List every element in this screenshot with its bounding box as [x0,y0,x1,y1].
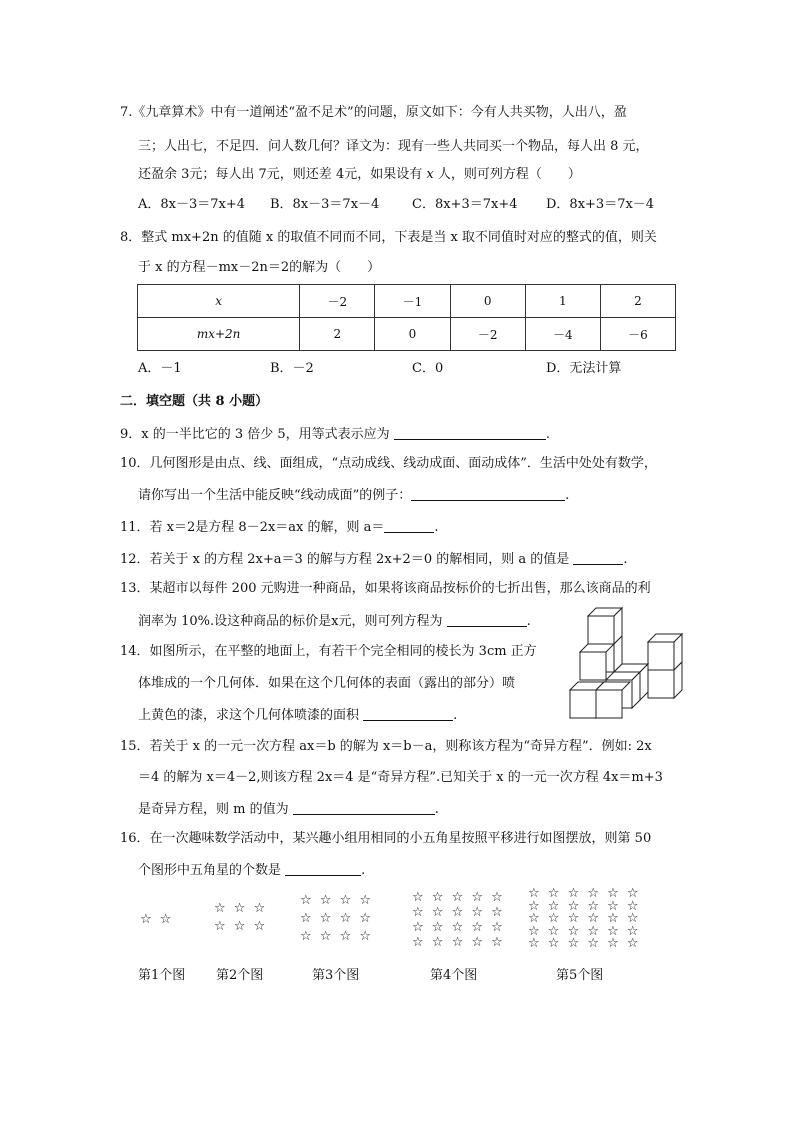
q13-line1: 13．某超市以每件 200 元购进一种商品，如果将该商品按标价的七折出售，那么该商品的利 [120,581,651,596]
q8-option-b: B．－2 [270,361,314,376]
q12-answer-blank [573,550,623,565]
q16-line2: 个图形中五角星的个数是 . [138,863,366,878]
table-cell: －1 [375,285,450,318]
q10-answer-blank [411,486,565,501]
q16-text: 个图形中五角星的个数是 [138,863,282,878]
q7-option-b: B．8x－3＝7x－4 [270,197,380,212]
q14-line1: 14．如图所示，在平整的地面上，有若干个完全相同的棱长为 3cm 正方 [120,644,537,659]
figure-label-2: 第2个图 [216,968,264,983]
star-row: ☆ ☆ ☆ [214,919,268,934]
q12-line: 12．若关于 x 的方程 2x+a＝3 的解与方程 2x+2＝0 的解相同，则 a 的值是 . [120,552,628,567]
q15-answer-blank [293,800,435,815]
q10-text: 请你写出一个生活中能反映“线动成面”的例子： [138,488,412,503]
q11-line: 11．若 x＝2是方程 8－2x＝ax 的解，则 a＝ . [120,520,439,535]
q13-answer-blank [447,612,527,627]
q13-line2: 润率为 10%.设这种商品的标价是x元，则可列方程为 . [138,614,531,629]
table-row [138,318,676,351]
figure-label-4: 第4个图 [430,968,478,983]
q7-var-x: x [426,167,434,182]
table-cell: －6 [600,318,675,351]
q8-option-a: A．－1 [138,361,182,376]
q7-line3-b: 人，则可列方程（ ） [433,167,581,182]
q8-option-d: D．无法计算 [546,361,622,376]
section-heading: 二．填空题（共 8 小题） [120,394,269,409]
star-figure-4 [412,890,505,950]
table-cell: 2 [600,285,675,318]
figure-label-1: 第1个图 [138,968,186,983]
q15-line1: 15．若关于 x 的一元一次方程 ax＝b 的解为 x＝b－a，则称该方程为“奇异方程”．例如: 2x [120,739,652,754]
q7-line1: 7.《九章算术》中有一道阐述“盈不足术”的问题，原文如下：今有人共买物，人出八，盈 [120,105,627,120]
star-row: ☆ ☆ ☆ ☆ ☆ ☆ [528,911,641,926]
q14-answer-blank [363,706,453,721]
table-cell: 0 [450,285,525,318]
q15-line2: ＝4 的解为 x＝4－2,则该方程 2x＝4 是“奇异方程”.已知关于 x 的一元一次方程 4x＝m+3 [138,770,663,785]
table-cell: －2 [300,285,375,318]
star-figure-1 [140,911,173,929]
table-cell: －4 [525,318,600,351]
star-row: ☆ ☆ ☆ [214,901,268,916]
q14-line3: 上黄色的漆，求这个几何体喷漆的面积 . [138,708,458,723]
q8-option-c: C．0 [412,361,444,376]
q11-answer-blank [384,518,434,533]
q7-line3-a: 还盈余 3元；每人出 7元，则还差 4元，如果设有 [138,167,427,182]
q9-text: 9．x 的一半比它的 3 倍少 5，用等式表示应为 [120,427,390,442]
star-row: ☆ ☆ ☆ ☆ ☆ [412,935,505,950]
table-cell: 0 [375,318,450,351]
star-row: ☆ ☆ [140,912,174,927]
q10-line2: 请你写出一个生活中能反映“线动成面”的例子： . [138,488,570,503]
star-row: ☆ ☆ ☆ ☆ ☆ [412,890,505,905]
q7-line3 [138,166,581,184]
q7-option-c: C．8x+3＝7x+4 [412,197,518,212]
star-row: ☆ ☆ ☆ ☆ [300,911,374,926]
q13-text: 润率为 10%.设这种商品的标价是x元，则可列方程为 [138,614,443,629]
figure-label-3: 第3个图 [312,968,360,983]
star-figure-2 [214,900,267,936]
star-figure-3 [300,892,373,946]
q7-option-d: D．8x+3＝7x－4 [546,197,655,212]
cube-stack-figure [566,602,690,724]
q8-value-table [137,284,676,351]
table-cell: －2 [450,318,525,351]
q8-line1: 8．整式 mx+2n 的值随 x 的取值不同而不同，下表是当 x 取不同值时对应的整式的值，则关 [120,230,657,245]
q12-text: 12．若关于 x 的方程 2x+a＝3 的解与方程 2x+2＝0 的解相同，则 a 的值是 [120,552,570,567]
q16-line1: 16．在一次趣味数学活动中，某兴趣小组用相同的小五角星按照平移进行如图摆放，则第 50 [120,831,652,846]
q15-text: 是奇异方程，则 m 的值为 [138,802,289,817]
q7-line2: 三；人出七，不足四．问人数几何？译文为：现有一些人共同买一个物品，每人出 8 元， [138,139,649,154]
q11-text: 11．若 x＝2是方程 8－2x＝ax 的解，则 a＝ [120,520,385,535]
figure-label-5: 第5个图 [556,968,604,983]
table-cell: 1 [525,285,600,318]
q15-line3: 是奇异方程，则 m 的值为 . [138,802,439,817]
q14-line2: 体堆成的一个几何体．如果在这个几何体的表面（露出的部分）喷 [138,676,516,691]
q16-answer-blank [285,861,361,876]
star-row: ☆ ☆ ☆ ☆ [300,893,374,908]
star-row: ☆ ☆ ☆ ☆ [300,929,374,944]
star-row: ☆ ☆ ☆ ☆ ☆ ☆ [528,886,641,901]
cube-shape [648,634,682,670]
q10-line1: 10．几何图形是由点、线、面组成，“点动成线、线动成面、面动成体”．生活中处处有数学， [120,456,657,471]
table-cell: x [138,285,300,318]
q7-option-a: A．8x－3＝7x+4 [138,197,246,212]
star-figure-5 [528,888,641,951]
cube-shape [588,608,622,644]
table-cell: 2 [300,318,375,351]
q9-line: 9．x 的一半比它的 3 倍少 5，用等式表示应为 . [120,427,550,442]
q14-text: 上黄色的漆，求这个几何体喷漆的面积 [138,708,360,723]
star-row: ☆ ☆ ☆ ☆ ☆ ☆ [528,923,641,939]
table-cell: mx+2n [138,318,300,351]
star-row: ☆ ☆ ☆ ☆ ☆ [412,905,505,920]
q8-line2: 于 x 的方程－mx－2n＝2的解为（ ） [138,260,381,275]
star-row: ☆ ☆ ☆ ☆ ☆ ☆ [528,898,641,914]
q9-answer-blank [394,425,546,440]
star-row: ☆ ☆ ☆ ☆ ☆ [412,920,505,935]
star-row: ☆ ☆ ☆ ☆ ☆ ☆ [528,936,641,951]
table-row [138,285,676,318]
